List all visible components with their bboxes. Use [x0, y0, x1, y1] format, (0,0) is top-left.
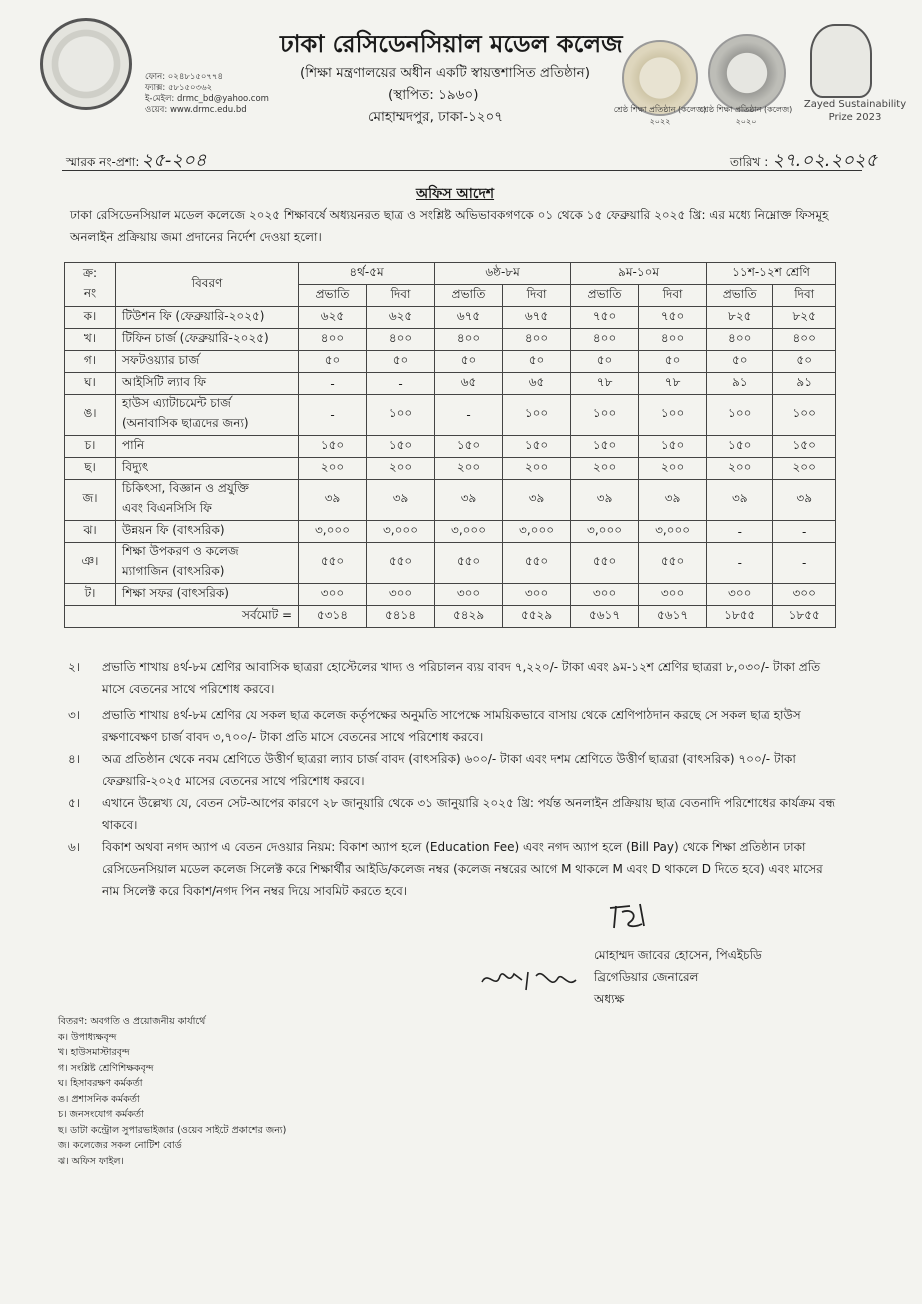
fee-cell: - [707, 521, 773, 543]
total-cell: ১৮৫৫ [773, 606, 836, 628]
fee-cell: ১৫০ [503, 436, 571, 458]
distribution-item: চ। জনসংযোগ কর্মকর্তা [58, 1109, 144, 1120]
note-number: ৫। [68, 796, 81, 810]
note-text: এখানে উল্লেখ্য যে, বেতন সেট-আপের কারণে ২৮ জানুয়ারি থেকে ৩১ জানুয়ারি ২০২৫ খ্রি: পর্যন্ত অনলাইন প্রক্রিয়ায় ছাত্র বেতনাদি পরিশোধের কার্যক্রম বন্ধ থাকবে। [102, 796, 836, 832]
fee-cell: ৫০ [639, 351, 707, 373]
fee-cell: ১০০ [639, 395, 707, 436]
distribution-title: বিতরণ: অবগতি ও প্রয়োজনীয় কার্যার্থে [58, 1016, 206, 1027]
table-row [65, 458, 836, 480]
row-serial: ট। [65, 584, 116, 606]
row-serial: জ। [65, 480, 116, 521]
total-label: সর্বমোট = [65, 606, 299, 628]
order-title: অফিস আদেশ [416, 186, 495, 202]
fee-cell: - [299, 373, 367, 395]
fee-cell: ৫০ [571, 351, 639, 373]
shift-header: দিবা [503, 285, 571, 307]
college-name: ঢাকা রেসিডেনসিয়াল মডেল কলেজ [280, 30, 623, 58]
fee-cell: ২০০ [435, 458, 503, 480]
fee-cell: ৫০ [503, 351, 571, 373]
signatory-block [594, 944, 762, 1010]
shift-header: প্রভাতি [571, 285, 639, 307]
table-row [65, 436, 836, 458]
note-number: ৪। [68, 752, 81, 766]
memo-date: তারিখ : ২৭.০২.২০২৫ [730, 150, 878, 171]
fee-cell: ৫৫০ [367, 543, 435, 584]
fee-cell: ৪০০ [639, 329, 707, 351]
fee-cell: ৩,০০০ [639, 521, 707, 543]
fee-cell: ৩৯ [639, 480, 707, 521]
fee-cell: ৪০০ [571, 329, 639, 351]
fee-cell: ৩০০ [639, 584, 707, 606]
fee-cell: ৩,০০০ [435, 521, 503, 543]
fee-cell: ৩০০ [299, 584, 367, 606]
distribution-item: গ। সংশ্লিষ্ট শ্রেণিশিক্ষকবৃন্দ [58, 1062, 154, 1074]
note-text: বিকাশ অথবা নগদ অ্যাপ এ বেতন দেওয়ার নিয়ম: বিকাশ অ্যাপ হলে (Education Fee) এবং নগদ অ্যাপ হলে (Bill Pay) থেকে শিক্ষা প্রতিষ্ঠান ঢাকা রেসিডেনসিয়াল মডেল কলেজ সিলেক্ট করে শিক্ষার্থীর আইডি/কলেজ নম্বর (কলেজ নম্বরের আগে M থাকলে M এবং D থাকলে D দিতে হবে) এবং মাসের নাম সিলেক্ট করে বিকাশ/নগদ পিন নম্বর দিয়ে সাবমিট করতে হবে। [102, 840, 823, 898]
distribution-item: ঘ। হিসাবরক্ষণ কর্মকর্তা [58, 1078, 143, 1089]
note-item [68, 656, 838, 700]
fee-cell: ১০০ [503, 395, 571, 436]
row-serial: ঞ। [65, 543, 116, 584]
row-serial: ক। [65, 307, 116, 329]
fee-cell: ৪০০ [503, 329, 571, 351]
table-row [65, 395, 836, 436]
fee-cell: ২০০ [571, 458, 639, 480]
row-serial: গ। [65, 351, 116, 373]
table-row [65, 307, 836, 329]
row-description: শিক্ষা উপকরণ ও কলেজ ম্যাগাজিন (বাৎসরিক) [116, 543, 299, 584]
row-description: হাউস এ্যাটাচমেন্ট চার্জ (অনাবাসিক ছাত্রদের জন্য) [116, 395, 299, 436]
fee-cell: ৬২৫ [299, 307, 367, 329]
signatory-title: অধ্যক্ষ [594, 992, 625, 1006]
fee-cell: - [773, 521, 836, 543]
fee-cell: ২০০ [707, 458, 773, 480]
fee-cell: ৬৭৫ [503, 307, 571, 329]
fee-cell: ৭৮ [571, 373, 639, 395]
memo-number: স্মারক নং-প্রশা: ২৫-২০৪ [66, 150, 207, 171]
distribution-item: ক। উপাধ্যক্ষবৃন্দ [58, 1031, 117, 1043]
initial-signature [478, 962, 582, 996]
note-item [68, 836, 838, 902]
total-cell: ৫৬১৭ [571, 606, 639, 628]
fee-cell: ৮২৫ [773, 307, 836, 329]
fee-cell: ৫০ [367, 351, 435, 373]
total-cell: ১৮৫৫ [707, 606, 773, 628]
fee-cell: ২০০ [367, 458, 435, 480]
fee-cell: ২০০ [773, 458, 836, 480]
fee-table [64, 262, 836, 628]
fee-cell: ২০০ [639, 458, 707, 480]
badge-caption-1: শ্রেষ্ঠ শিক্ষা প্রতিষ্ঠান (কলেজ) ২০২২ [613, 105, 707, 126]
row-description: চিকিৎসা, বিজ্ঞান ও প্রযুক্তি এবং বিএনসিসি ফি [116, 480, 299, 521]
fee-cell: ৩৯ [773, 480, 836, 521]
fee-cell: ৩০০ [571, 584, 639, 606]
note-number: ৩। [68, 708, 81, 722]
fee-cell: ৭৫০ [639, 307, 707, 329]
fee-cell: ১০০ [773, 395, 836, 436]
zayed-prize: Zayed Sustainability Prize 2023 [803, 99, 907, 123]
row-serial: চ। [65, 436, 116, 458]
fee-cell: ৪০০ [773, 329, 836, 351]
fee-cell: ৭৫০ [571, 307, 639, 329]
fee-cell: ৩০০ [503, 584, 571, 606]
shift-header: দিবা [367, 285, 435, 307]
fee-cell: ৩৯ [707, 480, 773, 521]
row-serial: ঙ। [65, 395, 116, 436]
fee-cell: ১৫০ [639, 436, 707, 458]
note-item [68, 748, 838, 792]
college-logo [40, 18, 132, 110]
fee-cell: ১৫০ [435, 436, 503, 458]
fax: ফ্যাক্স: ৫৮১৫০৩৬২ [145, 83, 213, 93]
row-description: টিউশন ফি (ফেব্রুয়ারি-২০২৫) [116, 307, 299, 329]
fee-cell: ৩,০০০ [571, 521, 639, 543]
fee-cell: ৫০ [299, 351, 367, 373]
principal-signature [604, 902, 656, 930]
table-row [65, 543, 836, 584]
row-description: পানি [116, 436, 299, 458]
fee-cell: ৩৯ [571, 480, 639, 521]
group-header: ৪র্থ-৫ম [299, 263, 435, 285]
distribution-item: খ। হাউসমাস্টারবৃন্দ [58, 1047, 130, 1058]
fee-cell: ৯১ [773, 373, 836, 395]
table-row [65, 351, 836, 373]
signatory-name: মোহাম্মদ জাবের হোসেন, পিএইচডি [594, 948, 762, 962]
row-description: উন্নয়ন ফি (বাৎসরিক) [116, 521, 299, 543]
fee-cell: ৩৯ [503, 480, 571, 521]
fee-cell: ১৫০ [367, 436, 435, 458]
note-number: ৬। [68, 840, 81, 854]
fee-cell: ৩,০০০ [503, 521, 571, 543]
distribution-item: জ। কলেজের সকল নোটিশ বোর্ড [58, 1140, 182, 1151]
row-serial: ঝ। [65, 521, 116, 543]
shift-header: প্রভাতি [707, 285, 773, 307]
shift-header: প্রভাতি [299, 285, 367, 307]
fee-cell: ৫৫০ [571, 543, 639, 584]
fee-cell: ৫৫০ [503, 543, 571, 584]
total-row [65, 606, 836, 628]
shift-header: দিবা [773, 285, 836, 307]
fee-cell: ৫০ [773, 351, 836, 373]
fee-cell: ২০০ [503, 458, 571, 480]
fee-cell: ৪০০ [367, 329, 435, 351]
total-cell: ৫৪১৪ [367, 606, 435, 628]
col-description: বিবরণ [116, 263, 299, 307]
fee-cell: ৩৯ [435, 480, 503, 521]
shift-header: প্রভাতি [435, 285, 503, 307]
fee-cell: ৬৫ [435, 373, 503, 395]
fee-cell: ৪০০ [299, 329, 367, 351]
fee-cell: ৪০০ [707, 329, 773, 351]
fee-cell: ৫৫০ [299, 543, 367, 584]
row-description: আইসিটি ল্যাব ফি [116, 373, 299, 395]
fee-cell: ১০০ [707, 395, 773, 436]
fee-cell: ৮২৫ [707, 307, 773, 329]
distribution-item: ছ। ডাটা কন্ট্রোল সুপারভাইজার (ওয়েব সাইটে প্রকাশের জন্য) [58, 1124, 287, 1136]
fee-cell: ৫০ [707, 351, 773, 373]
distribution-item: ঙ। প্রশাসনিক কর্মকর্তা [58, 1093, 140, 1105]
website: ওয়েব: www.drmc.edu.bd [145, 105, 247, 115]
fee-cell: ১৫০ [773, 436, 836, 458]
row-description: শিক্ষা সফর (বাৎসরিক) [116, 584, 299, 606]
total-cell: ৫৩১৪ [299, 606, 367, 628]
fee-cell: ২০০ [299, 458, 367, 480]
total-cell: ৫৬১৭ [639, 606, 707, 628]
fee-cell: ৫০ [435, 351, 503, 373]
table-row [65, 521, 836, 543]
fee-cell: ১০০ [571, 395, 639, 436]
fee-cell: - [367, 373, 435, 395]
table-row [65, 480, 836, 521]
fee-cell: ৪০০ [435, 329, 503, 351]
total-cell: ৫৫২৯ [503, 606, 571, 628]
intro-paragraph: ঢাকা রেসিডেনসিয়াল মডেল কলেজে ২০২৫ শিক্ষাবর্ষে অধ্যয়নরত ছাত্র ও সংশ্লিষ্ট অভিভাবকগণকে ০১ থেকে ১৫ ফেব্রুয়ারি ২০২৫ খ্রি: এর মধ্যে নিম্নোক্ত ফিসমূহ অনলাইন প্রক্রিয়ায় জমা প্রদানের নির্দেশ দেওয়া হলো। [70, 208, 829, 244]
note-text: অত্র প্রতিষ্ঠান থেকে নবম শ্রেণিতে উত্তীর্ণ ছাত্ররা ল্যাব চার্জ বাবদ (বাৎসরিক) ৬০০/- টাকা এবং দশম শ্রেণিতে উত্তীর্ণ ছাত্ররা (বাৎসরিক) ৭০০/- টাকা ফেব্রুয়ারি-২০২৫ মাসের বেতনের সাথে পরিশোধ করবে। [102, 752, 796, 788]
col-serial: ক্র: নং [65, 263, 116, 307]
phone: ফোন: ০২৪৮১৫০৭৭৪ [145, 72, 223, 82]
fee-cell: - [435, 395, 503, 436]
table-row [65, 584, 836, 606]
fee-cell: - [773, 543, 836, 584]
group-header: ১১শ-১২শ শ্রেণি [707, 263, 836, 285]
fee-cell: ৩০০ [707, 584, 773, 606]
fee-cell: ৩০০ [367, 584, 435, 606]
row-description: সফটওয়্যার চার্জ [116, 351, 299, 373]
fee-cell: ৩,০০০ [299, 521, 367, 543]
award-badge-2020 [708, 34, 786, 112]
fee-cell: ৫৫০ [435, 543, 503, 584]
note-item [68, 792, 838, 836]
fee-cell: ৬২৫ [367, 307, 435, 329]
fee-cell: ৩০০ [435, 584, 503, 606]
distribution-list [58, 1014, 286, 1169]
established: (স্থাপিত: ১৯৬০) [388, 87, 479, 103]
fee-cell: ৯১ [707, 373, 773, 395]
fee-cell: - [299, 395, 367, 436]
fee-cell: ৩৯ [299, 480, 367, 521]
group-header: ৬ষ্ঠ-৮ম [435, 263, 571, 285]
table-row [65, 373, 836, 395]
row-serial: ছ। [65, 458, 116, 480]
row-serial: ঘ। [65, 373, 116, 395]
fee-cell: ১০০ [367, 395, 435, 436]
header-divider [62, 170, 862, 171]
group-header: ৯ম-১০ম [571, 263, 707, 285]
shift-header: দিবা [639, 285, 707, 307]
email: ই-মেইল: drmc_bd@yahoo.com [145, 94, 269, 104]
fee-cell: ৩,০০০ [367, 521, 435, 543]
row-description: টিফিন চার্জ (ফেব্রুয়ারি-২০২৫) [116, 329, 299, 351]
fee-cell: ১৫০ [571, 436, 639, 458]
fee-cell: ৬৫ [503, 373, 571, 395]
note-text: প্রভাতি শাখায় ৪র্থ-৮ম শ্রেণির যে সকল ছাত্র কলেজ কর্তৃপক্ষের অনুমতি সাপেক্ষে সাময়িকভাবে বাসায় থেকে শ্রেণিপাঠদান করছে সে সকল ছাত্র হাউস রক্ষণাবেক্ষণ চার্জ বাবদ ৩,৭০০/- টাকা প্রতি মাসে বেতনের সাথে পরিশোধ করবে। [102, 708, 801, 744]
fee-cell: - [707, 543, 773, 584]
address: মোহাম্মদপুর, ঢাকা-১২০৭ [368, 109, 504, 125]
fee-cell: ৭৮ [639, 373, 707, 395]
note-number: ২। [68, 660, 81, 674]
signatory-rank: ব্রিগেডিয়ার জেনারেল [594, 970, 699, 984]
note-item [68, 704, 838, 748]
note-text: প্রভাতি শাখায় ৪র্থ-৮ম শ্রেণির আবাসিক ছাত্ররা হোস্টেলের খাদ্য ও পরিচালন ব্যয় বাবদ ৭,২২০/- টাকা এবং ৯ম-১২শ শ্রেণির ছাত্ররা ৮,০৩০/- টাকা প্রতি মাসে বেতনের সাথে পরিশোধ করবে। [102, 660, 821, 696]
fee-cell: ৩০০ [773, 584, 836, 606]
row-description: বিদ্যুৎ [116, 458, 299, 480]
zayed-portrait [810, 24, 872, 98]
table-row [65, 329, 836, 351]
row-serial: খ। [65, 329, 116, 351]
contact-info [145, 72, 269, 116]
fee-cell: ৩৯ [367, 480, 435, 521]
fee-cell: ৫৫০ [639, 543, 707, 584]
total-cell: ৫৪২৯ [435, 606, 503, 628]
distribution-item: ঝ। অফিস ফাইল। [58, 1155, 124, 1167]
college-subtitle: (শিক্ষা মন্ত্রণালয়ের অধীন একটি স্বায়ত্তশাসিত প্রতিষ্ঠান) [300, 65, 590, 81]
fee-cell: ৬৭৫ [435, 307, 503, 329]
fee-cell: ১৫০ [299, 436, 367, 458]
fee-cell: ১৫০ [707, 436, 773, 458]
badge-caption-2: শ্রেষ্ঠ শিক্ষা প্রতিষ্ঠান (কলেজ) ২০২০ [699, 105, 793, 126]
